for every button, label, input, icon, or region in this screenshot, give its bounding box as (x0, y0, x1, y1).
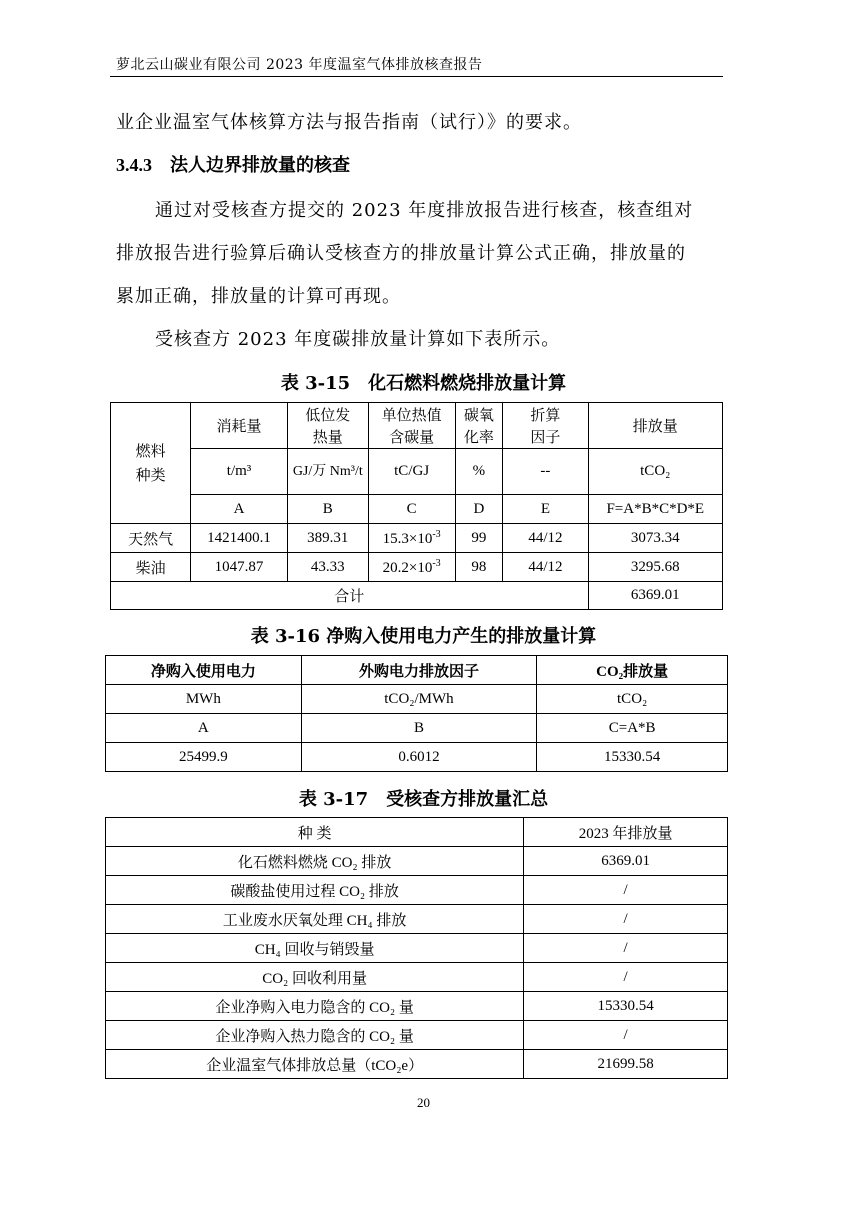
total-value: 6369.01 (588, 582, 722, 610)
oxidation-rate-value: 99 (455, 524, 503, 553)
unit-cell: tCO₂ (537, 685, 728, 714)
page-number: 20 (417, 1095, 430, 1110)
column-header: 外购电力排放因子 (301, 656, 537, 685)
table-row (106, 905, 728, 934)
ncv-value: 43.33 (287, 553, 368, 582)
unit-cell: tCO₂ (588, 449, 722, 495)
row-label: 碳酸盐使用过程 CO₂ 排放 (106, 876, 524, 905)
unit-cell: tC/GJ (368, 449, 455, 495)
table-row (106, 963, 728, 992)
unit-cell: t/m³ (191, 449, 287, 495)
section-heading (116, 151, 350, 177)
row-value: 21699.58 (524, 1050, 728, 1079)
emission-value: 3295.68 (588, 553, 722, 582)
code-cell: A (106, 714, 302, 743)
total-label: 合计 (111, 582, 589, 610)
emission-summary-table (105, 817, 728, 1079)
row-value: 15330.54 (524, 992, 728, 1021)
unit-cell: % (455, 449, 503, 495)
fossil-fuel-emissions-table (110, 402, 723, 610)
row-label: CH₄ 回收与销毁量 (106, 934, 524, 963)
table-row (111, 524, 723, 553)
fuel-name: 天然气 (111, 524, 191, 553)
section-number: 3.4.3 (116, 155, 152, 175)
column-header: 排放量 (588, 403, 722, 449)
column-header: 消耗量 (191, 403, 287, 449)
carbon-content-value: $15.3\times 10^{-3}$ (368, 524, 455, 553)
emission-value: 3073.34 (588, 524, 722, 553)
code-cell: A (191, 495, 287, 524)
row-value: / (524, 905, 728, 934)
column-header: 折算因子 (503, 403, 588, 449)
table-row (106, 847, 728, 876)
emission-value: 15330.54 (537, 743, 728, 772)
consumption-value: 1421400.1 (191, 524, 287, 553)
code-cell: C=A*B (537, 714, 728, 743)
fuel-name: 柴油 (111, 553, 191, 582)
conversion-factor-value: 44/12 (503, 524, 588, 553)
emission-factor-value: 0.6012 (301, 743, 537, 772)
code-cell: B (301, 714, 537, 743)
column-header: 净购入使用电力 (106, 656, 302, 685)
row-label: 化石燃料燃烧 CO₂ 排放 (106, 847, 524, 876)
table-caption: 表 3-15 化石燃料燃烧排放量计算 (280, 373, 567, 394)
column-header: 2023 年排放量 (524, 818, 728, 847)
conversion-factor-value: 44/12 (503, 553, 588, 582)
paragraph-line: 受核查方 2023 年度碳排放量计算如下表所示。 (155, 329, 561, 350)
unit-cell: MWh (106, 685, 302, 714)
code-cell: E (503, 495, 588, 524)
purchased-electricity-table (105, 655, 728, 772)
table-row (106, 876, 728, 905)
column-header: 碳氧化率 (455, 403, 503, 449)
row-value: 6369.01 (524, 847, 728, 876)
table-row (106, 934, 728, 963)
consumption-value: 1047.87 (191, 553, 287, 582)
column-header: 单位热值含碳量 (368, 403, 455, 449)
page-header: 萝北云山碳业有限公司 2023 年度温室气体排放核查报告 (116, 57, 483, 73)
column-header: 种 类 (106, 818, 524, 847)
row-value: / (524, 876, 728, 905)
row-label: 企业温室气体排放总量（tCO₂e） (106, 1050, 524, 1079)
table-row (106, 992, 728, 1021)
code-cell: B (287, 495, 368, 524)
row-label: 企业净购入电力隐含的 CO₂ 量 (106, 992, 524, 1021)
paragraph-line: 排放报告进行验算后确认受核查方的排放量计算公式正确，排放量的 (116, 243, 686, 264)
header-rule (110, 76, 723, 77)
code-cell: D (455, 495, 503, 524)
table-caption: 表 3-17 受核查方排放量汇总 (298, 789, 549, 810)
column-header: 低位发热量 (287, 403, 368, 449)
column-header: CO₂排放量 (537, 656, 728, 685)
row-label: 工业废水厌氧处理 CH₄ 排放 (106, 905, 524, 934)
row-value: / (524, 1021, 728, 1050)
carbon-content-value: $20.2\times 10^{-3}$ (368, 553, 455, 582)
fuel-type-header: 燃料种类 (111, 403, 191, 524)
total-row (111, 582, 723, 610)
section-title: 法人边界排放量的核查 (170, 155, 350, 176)
oxidation-rate-value: 98 (455, 553, 503, 582)
row-value: / (524, 963, 728, 992)
table-caption: 表 3-16 净购入使用电力产生的排放量计算 (250, 626, 597, 647)
row-label: CO₂ 回收利用量 (106, 963, 524, 992)
unit-cell: tCO₂/MWh (301, 685, 537, 714)
table-row (111, 553, 723, 582)
paragraph-line: 累加正确，排放量的计算可再现。 (116, 286, 401, 307)
paragraph-line: 业企业温室气体核算方法与报告指南（试行）》的要求。 (116, 112, 582, 133)
table-row (106, 743, 728, 772)
electricity-value: 25499.9 (106, 743, 302, 772)
row-label: 企业净购入热力隐含的 CO₂ 量 (106, 1021, 524, 1050)
code-cell: F=A*B*C*D*E (588, 495, 722, 524)
unit-cell: -- (503, 449, 588, 495)
paragraph-line: 通过对受核查方提交的 2023 年度排放报告进行核查，核查组对 (155, 200, 694, 221)
table-row (106, 1021, 728, 1050)
table-row (106, 1050, 728, 1079)
ncv-value: 389.31 (287, 524, 368, 553)
unit-cell: GJ/万 Nm³/t (287, 449, 368, 495)
code-cell: C (368, 495, 455, 524)
row-value: / (524, 934, 728, 963)
